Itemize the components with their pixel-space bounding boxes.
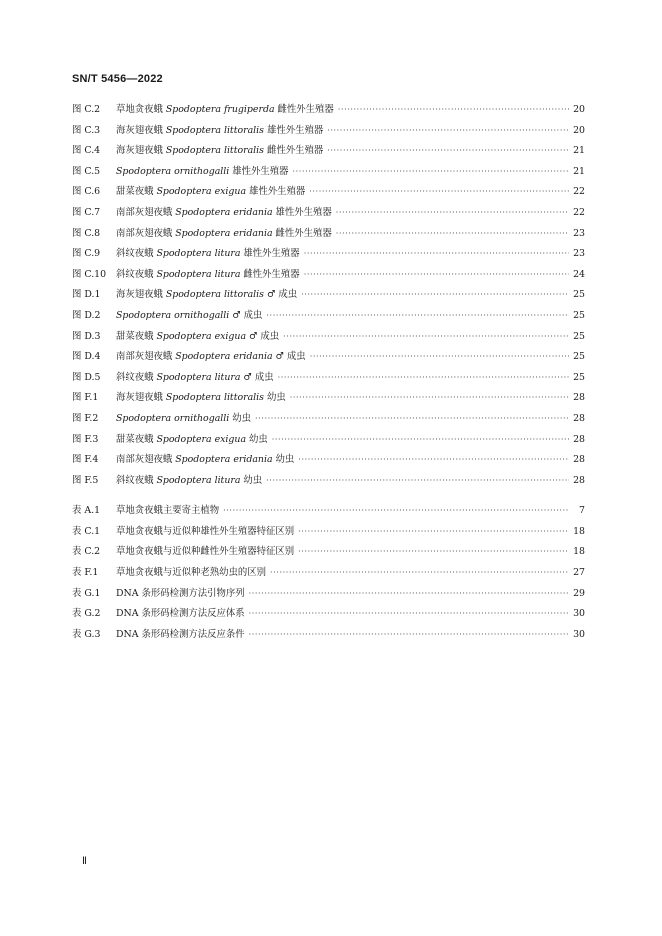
- entry-title-prefix: 斜纹夜蛾: [116, 248, 157, 260]
- entry-title: [116, 266, 300, 280]
- entry-label: 表 F.1: [72, 567, 99, 579]
- entry-title-prefix: DNA 条形码检测方法引物序列: [116, 587, 245, 599]
- entry-scientific-name: Spodoptera eridania: [175, 206, 273, 218]
- entry-title: [116, 389, 286, 403]
- figure-entry[interactable]: [72, 183, 585, 204]
- entry-title-prefix: 草地贪夜蛾与近似种雌性外生殖器特征区别: [116, 546, 295, 558]
- entry-title: [116, 410, 251, 424]
- entry-title: [116, 183, 305, 197]
- entry-title-prefix: 草地贪夜蛾与近似种雄性外生殖器特征区别: [116, 525, 295, 537]
- dot-leader: [327, 126, 569, 135]
- entry-label: 表 G.1: [72, 587, 101, 599]
- dot-leader: [301, 290, 569, 299]
- entry-page-number: 20: [573, 104, 585, 115]
- entry-page-number: 28: [573, 412, 585, 424]
- entry-page-number: 23: [573, 248, 585, 260]
- entry-label: 表 C.1: [72, 525, 101, 537]
- entry-label: 表 C.2: [72, 546, 101, 558]
- dot-leader: [290, 393, 569, 402]
- table-entry[interactable]: [72, 564, 585, 585]
- entry-title-prefix: 南部灰翅夜蛾: [116, 227, 176, 239]
- entry-title-suffix: ♂ 成虫: [229, 309, 263, 321]
- entry-scientific-name: Spodoptera litura: [156, 268, 241, 280]
- figure-entry[interactable]: [72, 225, 585, 246]
- entry-title-suffix: 幼虫: [229, 412, 252, 424]
- entry-title: [116, 122, 323, 136]
- figure-entry[interactable]: [72, 142, 585, 163]
- entry-scientific-name: Spodoptera littoralis: [165, 145, 264, 157]
- entry-title-prefix: 海灰翅夜蛾: [116, 124, 166, 136]
- entry-scientific-name: Spodoptera exigua: [156, 330, 247, 342]
- entry-scientific-name: Spodoptera litura: [156, 474, 241, 486]
- entry-title-suffix: 雄性外生殖器: [264, 124, 324, 136]
- entry-page-number: 28: [573, 392, 585, 404]
- entry-label: 图 C.6: [72, 186, 101, 198]
- figure-entry[interactable]: [72, 307, 585, 328]
- entry-title-prefix: 甜菜夜蛾: [116, 330, 157, 342]
- entry-title-suffix: ♂ 成虫: [264, 289, 298, 301]
- entry-scientific-name: Spodoptera littoralis: [165, 289, 264, 301]
- entry-title-suffix: 雄性外生殖器: [272, 206, 332, 218]
- entry-label: 图 C.5: [72, 165, 101, 177]
- entry-title-prefix: 甜菜夜蛾: [116, 433, 157, 445]
- figure-entry[interactable]: [72, 348, 585, 369]
- dot-leader: [336, 208, 569, 217]
- entry-title-prefix: 甜菜夜蛾: [116, 186, 157, 198]
- entry-label: 图 F.2: [72, 412, 99, 424]
- entry-label: 图 F.3: [72, 433, 99, 445]
- entry-title-suffix: 雌性外生殖器: [272, 227, 332, 239]
- entry-title-suffix: 雄性外生殖器: [246, 186, 306, 198]
- entry-label: 图 C.9: [72, 248, 101, 260]
- entry-label: 图 F.5: [72, 474, 99, 486]
- figure-entry[interactable]: [72, 245, 585, 266]
- entry-title: [116, 204, 332, 218]
- entry-scientific-name: Spodoptera ornithogalli: [116, 309, 230, 321]
- entry-title: [116, 286, 297, 300]
- entry-title-suffix: ♂ 成虫: [272, 351, 306, 363]
- figure-entry[interactable]: [72, 163, 585, 184]
- dot-leader: [310, 352, 569, 361]
- entry-page-number: 22: [573, 186, 585, 198]
- entry-title-prefix: 草地贪夜蛾与近似种老熟幼虫的区别: [116, 567, 267, 579]
- entry-page-number: 25: [573, 330, 585, 342]
- entry-page-number: 24: [573, 268, 585, 280]
- entry-page-number: 18: [573, 525, 585, 537]
- dot-leader: [270, 568, 569, 577]
- figure-entry[interactable]: [72, 286, 585, 307]
- entry-title-prefix: 海灰翅夜蛾: [116, 289, 166, 301]
- table-entry[interactable]: [72, 523, 585, 544]
- entry-page-number: 29: [573, 587, 585, 599]
- entry-page-number: 18: [573, 546, 585, 558]
- figure-entry[interactable]: [72, 204, 585, 225]
- entry-page-number: 7: [579, 505, 585, 517]
- entry-title: [116, 163, 289, 177]
- entry-title: [116, 626, 245, 640]
- entry-label: 表 G.3: [72, 628, 101, 640]
- entry-scientific-name: Spodoptera frugiperda: [165, 104, 275, 115]
- dot-leader: [298, 527, 569, 536]
- table-entry[interactable]: [72, 543, 585, 564]
- dot-leader: [278, 373, 569, 382]
- entry-scientific-name: Spodoptera exigua: [156, 186, 247, 198]
- dot-leader: [298, 547, 569, 556]
- dot-leader: [327, 146, 569, 155]
- dot-leader: [255, 414, 569, 423]
- dot-leader: [249, 609, 569, 618]
- dot-leader: [293, 167, 569, 176]
- entry-title-suffix: 雌性外生殖器: [274, 104, 334, 115]
- entry-title: [116, 307, 262, 321]
- standard-code: SN/T 5456—2022: [72, 73, 163, 85]
- entry-title-prefix: 斜纹夜蛾: [116, 371, 157, 383]
- dot-leader: [249, 630, 569, 639]
- figure-entry[interactable]: [72, 389, 585, 410]
- table-entry[interactable]: [72, 626, 585, 647]
- entry-label: 图 D.1: [72, 289, 101, 301]
- entry-title-prefix: 南部灰翅夜蛾: [116, 351, 176, 363]
- dot-leader: [283, 332, 569, 341]
- dot-leader: [336, 229, 569, 238]
- entry-scientific-name: Spodoptera exigua: [156, 433, 247, 445]
- entry-page-number: 25: [573, 309, 585, 321]
- entry-title: [116, 369, 274, 383]
- entry-label: 表 G.2: [72, 608, 101, 620]
- dot-leader: [266, 311, 569, 320]
- entry-title-suffix: 雌性外生殖器: [240, 268, 300, 280]
- dot-leader: [272, 435, 569, 444]
- entry-title-prefix: 草地贪夜蛾: [116, 104, 166, 115]
- entry-page-number: 21: [573, 165, 585, 177]
- figure-list: [72, 101, 585, 492]
- entry-page-number: 28: [573, 433, 585, 445]
- dot-leader: [304, 249, 569, 258]
- figure-entry[interactable]: [72, 122, 585, 143]
- entry-title: [116, 225, 332, 239]
- entry-title-prefix: 南部灰翅夜蛾: [116, 454, 176, 466]
- entry-page-number: 30: [573, 628, 585, 640]
- entry-scientific-name: Spodoptera littoralis: [165, 392, 264, 404]
- figure-entry[interactable]: [72, 328, 585, 349]
- figure-entry[interactable]: [72, 369, 585, 390]
- entry-title: [116, 523, 294, 537]
- table-of-contents: [72, 101, 585, 646]
- figure-entry[interactable]: [72, 101, 585, 122]
- entry-label: 图 C.8: [72, 227, 101, 239]
- entry-page-number: 27: [573, 567, 585, 579]
- entry-title: [116, 245, 300, 259]
- entry-page-number: 25: [573, 351, 585, 363]
- entry-title-suffix: ♂ 成虫: [240, 371, 274, 383]
- page-number: Ⅱ: [82, 856, 87, 867]
- table-list: [72, 502, 585, 646]
- entry-title-prefix: 南部灰翅夜蛾: [116, 206, 176, 218]
- entry-scientific-name: Spodoptera littoralis: [165, 124, 264, 136]
- figure-entry[interactable]: [72, 410, 585, 431]
- dot-leader: [223, 506, 569, 515]
- entry-label: 图 C.3: [72, 124, 101, 136]
- entry-title-prefix: 草地贪夜蛾主要寄主植物: [116, 505, 220, 517]
- entry-title: [116, 328, 279, 342]
- entry-label: 图 F.1: [72, 392, 99, 404]
- entry-label: 图 D.3: [72, 330, 101, 342]
- table-entry[interactable]: [72, 605, 585, 626]
- entry-label: 图 C.7: [72, 206, 101, 218]
- dot-leader: [309, 187, 569, 196]
- entry-title-suffix: 幼虫: [246, 433, 268, 445]
- entry-page-number: 23: [573, 227, 585, 239]
- entry-scientific-name: Spodoptera litura: [156, 248, 241, 260]
- entry-label: 图 D.4: [72, 351, 101, 363]
- entry-page-number: 25: [573, 289, 585, 301]
- entry-title-suffix: 雄性外生殖器: [240, 248, 300, 260]
- entry-title: [116, 543, 294, 557]
- dot-leader: [304, 270, 569, 279]
- entry-title-prefix: 海灰翅夜蛾: [116, 392, 166, 404]
- entry-title: [116, 451, 294, 465]
- entry-title-prefix: 斜纹夜蛾: [116, 474, 157, 486]
- entry-page-number: 30: [573, 608, 585, 620]
- entry-scientific-name: Spodoptera eridania: [175, 351, 273, 363]
- entry-title: [116, 472, 262, 486]
- entry-scientific-name: Spodoptera litura: [156, 371, 241, 383]
- entry-scientific-name: Spodoptera ornithogalli: [116, 165, 230, 177]
- entry-page-number: 22: [573, 206, 585, 218]
- entry-label: 图 D.2: [72, 309, 101, 321]
- entry-label: 图 C.4: [72, 145, 101, 157]
- entry-title-prefix: 斜纹夜蛾: [116, 268, 157, 280]
- entry-title-suffix: 幼虫: [240, 474, 263, 486]
- entry-title: [116, 585, 245, 599]
- entry-title: [116, 101, 334, 115]
- figure-entry[interactable]: [72, 472, 585, 493]
- figure-entry[interactable]: [72, 431, 585, 452]
- entry-title: [116, 142, 323, 156]
- dot-leader: [338, 105, 569, 114]
- entry-page-number: 28: [573, 474, 585, 486]
- entry-title: [116, 348, 306, 362]
- entry-title: [116, 431, 268, 445]
- dot-leader: [249, 589, 569, 598]
- dot-leader: [298, 455, 569, 464]
- entry-title-suffix: 雄性外生殖器: [229, 165, 289, 177]
- entry-label: 表 A.1: [72, 505, 101, 517]
- entry-title-prefix: DNA 条形码检测方法反应体系: [116, 608, 245, 620]
- entry-page-number: 20: [573, 124, 585, 136]
- entry-scientific-name: Spodoptera eridania: [175, 454, 273, 466]
- entry-scientific-name: Spodoptera ornithogalli: [116, 412, 230, 424]
- entry-title-suffix: ♂ 成虫: [246, 330, 280, 342]
- dot-leader: [266, 476, 569, 485]
- entry-title-prefix: 海灰翅夜蛾: [116, 145, 166, 157]
- table-entry[interactable]: [72, 585, 585, 606]
- entry-label: 图 F.4: [72, 454, 99, 466]
- entry-title-suffix: 幼虫: [264, 392, 286, 404]
- table-entry[interactable]: [72, 502, 585, 523]
- entry-page-number: 28: [573, 454, 585, 466]
- section-gap: [72, 492, 585, 502]
- entry-label: 图 C.2: [72, 104, 101, 115]
- entry-scientific-name: Spodoptera eridania: [175, 227, 273, 239]
- entry-label: 图 C.10: [72, 268, 107, 280]
- entry-title: [116, 605, 245, 619]
- entry-title-prefix: DNA 条形码检测方法反应条件: [116, 628, 245, 640]
- entry-title-suffix: 幼虫: [272, 454, 295, 466]
- entry-page-number: 25: [573, 371, 585, 383]
- entry-title-suffix: 雌性外生殖器: [264, 145, 324, 157]
- entry-label: 图 D.5: [72, 371, 101, 383]
- entry-title: [116, 502, 219, 516]
- figure-entry[interactable]: [72, 266, 585, 287]
- entry-title: [116, 564, 266, 578]
- figure-entry[interactable]: [72, 451, 585, 472]
- entry-page-number: 21: [573, 145, 585, 157]
